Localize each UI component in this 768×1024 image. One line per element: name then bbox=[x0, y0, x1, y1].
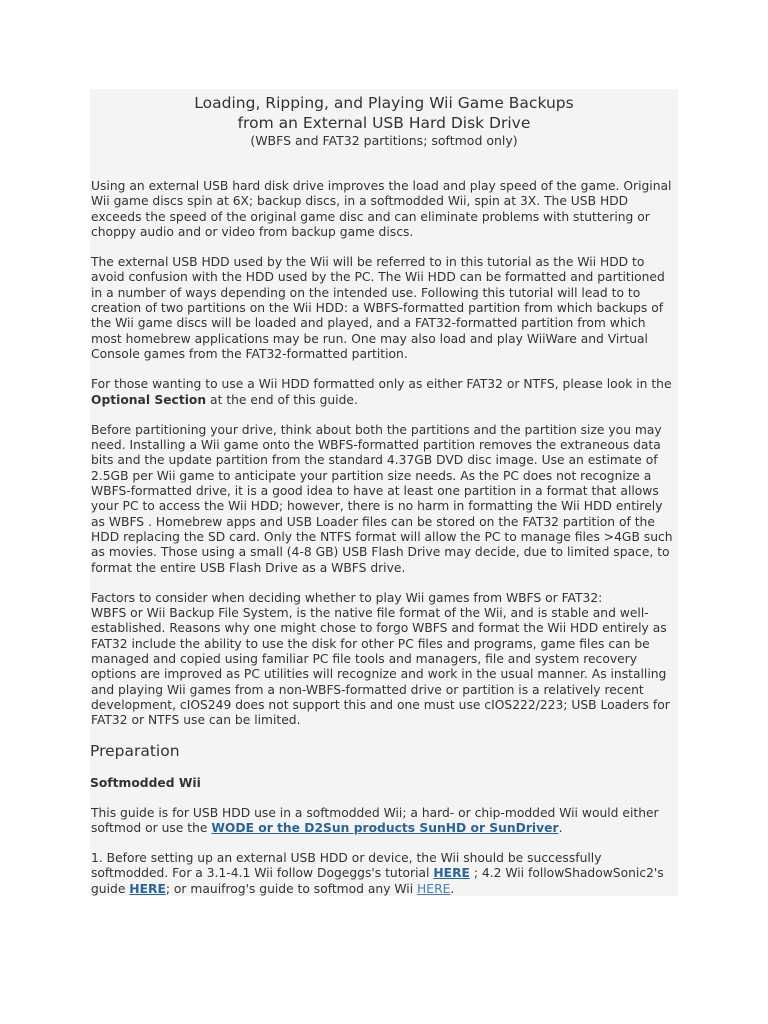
intro-paragraph: Using an external USB hard disk drive improves the load and play speed of the game. Original Wii game discs spin at 6X; backup discs, in a softmodded Wii, spin at 3X. The USB HDD exceeds the speed of the original game disc and can eliminate problems with stuttering or choppy audio and or video from backup game discs. bbox=[91, 179, 672, 239]
wii-hdd-paragraph: The external USB HDD used by the Wii will be referred to in this tutorial as the Wii HDD to avoid confusion with the HDD used by the PC. The Wii HDD can be formatted and partitioned in a number of ways depending on the intended use. Following this tutorial will lead to to creation of two partitions on the Wii HDD: a WBFS-formatted partition from which backups of the Wii game discs will be loaded and played, and a FAT32-formatted partition from which most homebrew applications may be run. One may also load and play WiiWare and Virtual Console games from the FAT32-formatted partition. bbox=[91, 255, 665, 361]
p7-text-a: 1. Before setting up an external USB HDD or device, the Wii should be successfully softmodded. For a 3.1-4.1 Wii follow Dogeggs's tutorial bbox=[91, 851, 602, 881]
factors-body: WBFS or Wii Backup File System, is the native file format of the Wii, and is stable and well-established. Reasons why one might chose to forgo WBFS and format the Wii HDD entirely as FAT32 include the ability to use the disk for other PC files and programs, game files can be managed and copied using familiar PC file tools and managers, file and system recovery options are improved as PC utilities will recognize and work in the usual manner. As installing and playing Wii games from a non-WBFS-formatted drive or partition is a relatively recent development, cIOS249 does not support this and one must use cIOS222/223; USB Loaders for FAT32 or NTFS use can be limited. bbox=[91, 606, 670, 728]
p7-text-c: ; or mauifrog's guide to softmod any Wii bbox=[165, 881, 418, 896]
p3-text-pre: For those wanting to use a Wii HDD formatted only as either FAT32 or NTFS, please look in the bbox=[91, 377, 672, 392]
mauifrog-guide-link[interactable]: HERE bbox=[417, 881, 451, 896]
p7-text-b: ; 4.2 Wii followShadowSonic2's guide bbox=[91, 866, 664, 896]
title-line-1: Loading, Ripping, and Playing Wii Game Backups bbox=[194, 94, 574, 112]
softmodded-wii-heading: Softmodded Wii bbox=[90, 775, 201, 790]
dogeggs-tutorial-link[interactable]: HERE bbox=[433, 866, 470, 881]
p6-text-pre: This guide is for USB HDD use in a softmodded Wii; a hard- or chip-modded Wii would either softmod or use the bbox=[91, 805, 659, 835]
p3-text-post: at the end of this guide. bbox=[206, 392, 358, 407]
document-subtitle: (WBFS and FAT32 partitions; softmod only) bbox=[250, 133, 518, 148]
step-1-paragraph bbox=[90, 851, 678, 896]
p6-text-post: . bbox=[558, 820, 563, 835]
factors-line-1: Factors to consider when deciding whether to play Wii games from WBFS or FAT32: bbox=[91, 590, 603, 605]
preparation-heading: Preparation bbox=[90, 741, 180, 760]
shadowsonic2-guide-link[interactable]: HERE bbox=[129, 881, 166, 896]
document-title bbox=[90, 93, 678, 133]
title-line-2: from an External USB Hard Disk Drive bbox=[237, 114, 531, 132]
factors-paragraph bbox=[90, 591, 678, 729]
optional-section-link-text: Optional Section bbox=[91, 392, 207, 407]
optional-section-paragraph bbox=[90, 377, 678, 408]
document-page bbox=[90, 89, 678, 896]
softmod-guide-paragraph bbox=[90, 806, 678, 837]
partitioning-paragraph: Before partitioning your drive, think about both the partitions and the partition size you may need. Installing a Wii game onto the WBFS-formatted partition removes the extraneous data bits and the update partition from the standard 4.37GB DVD disc image. Use an estimate of 2.5GB per Wii game to anticipate your partition size needs. As the PC does not recognize a WBFS-formatted drive, it is a good idea to have at least one partition in a format that allows your PC to access the Wii HDD; however, there is no harm in formatting the Wii HDD entirely as WBFS . Homebrew apps and USB Loader files can be stored on the FAT32 partition of the HDD replacing the SD card. Only the NTFS format will allow the PC to manage files >4GB such as movies. Those using a small (4-8 GB) USB Flash Drive may decide, due to limited space, to format the entire USB Flash Drive as a WBFS drive. bbox=[91, 422, 673, 575]
p7-text-d: . bbox=[450, 881, 455, 896]
wode-d2sun-link[interactable]: WODE or the D2Sun products SunHD or SunDriver bbox=[211, 820, 559, 835]
